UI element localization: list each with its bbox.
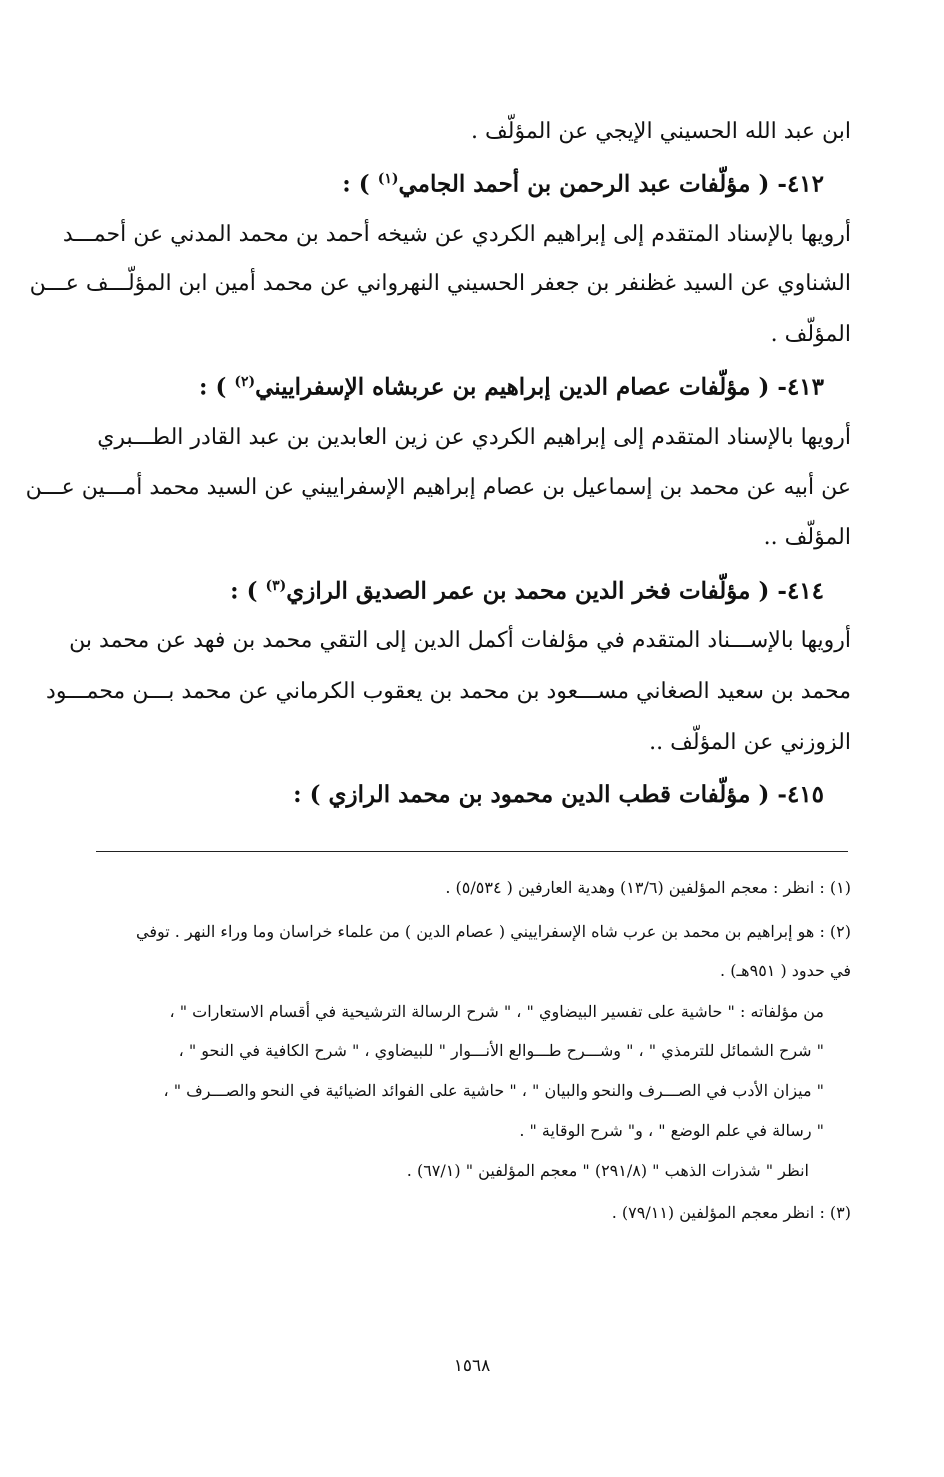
footnote-marker: (٣) [265,578,287,594]
footnote-1: (١) : انظر : معجم المؤلفين (١٣/٦) وهدية العارفين ( ٥/٥٣٤) . [445,878,851,897]
body-line: المؤلّف .. [763,525,851,550]
footnote-2-sources: انظر " شذرات الذهب " (٢٩١/٨) " معجم المؤلفين " (٦٧/١) . [406,1161,809,1180]
footnote-separator [96,851,848,852]
footnote-2-works: من مؤلفاته : " حاشية على تفسير البيضاوي " ، " شرح الرسالة الترشيحية في أقسام الاستعارات " ، [169,1002,824,1021]
body-line: أرويها بالإسناد المتقدم إلى إبراهيم الكردي عن شيخه أحمد بن محمد المدني عن أحمـــد [62,222,851,247]
body-line: محمد بن سعيد الصغاني مســـعود بن محمد بن يعقوب الكرماني عن محمد بـــن محمـــود [46,679,851,704]
heading-text: ٤١٤- ( مؤلّفات فخر الدين محمد بن عمر الصديق الرازي [286,577,824,605]
entry-heading-414 [230,579,824,603]
body-line: المؤلّف . [770,322,851,347]
body-line: الزوزني عن المؤلّف .. [649,730,851,755]
heading-suffix: ) : [198,373,227,401]
page-number: ١٥٦٨ [453,1356,491,1376]
entry-heading-415: ٤١٥- ( مؤلّفات قطب الدين محمود بن محمد الرازي ) : [293,781,824,808]
body-line: الشناوي عن السيد غظنفر بن جعفر الحسيني النهرواني عن محمد أمين ابن المؤلّـــف عـــن [29,271,851,296]
body-line: عن أبيه عن محمد بن إسماعيل بن عصام إبراهيم الإسفراييني عن السيد محمد أمـــين عـــن [25,475,851,500]
footnote-marker: (١) [377,171,399,187]
footnote-2-works: " رسالة في علم الوضع " ، و" شرح الوقاية " . [519,1121,824,1140]
footnote-3: (٣) : انظر معجم المؤلفين (٧٩/١١) . [611,1203,851,1222]
heading-text: ٤١٢- ( مؤلّفات عبد الرحمن بن أحمد الجامي [398,170,824,198]
footnote-2-cont: في حدود ( ٩٥١هـ) . [720,961,851,980]
heading-text: ٤١٣- ( مؤلّفات عصام الدين إبراهيم بن عربشاه الإسفراييني [255,373,824,401]
heading-suffix: ) : [342,170,370,198]
body-line: ابن عبد الله الحسيني الإيجي عن المؤلّف . [471,119,851,144]
footnote-marker: (٢) [234,374,256,390]
footnote-2-works: " ميزان الأدب في الصـــرف والنحو والبيان " ، " حاشية على الفوائد الضيائية في النحو والصـــرف " ، [163,1081,824,1100]
footnote-2: (٢) : هو إبراهيم بن محمد بن عرب شاه الإسفراييني ( عصام الدين ) من علماء خراسان وما وراء النهر . توفي [136,922,851,941]
body-line: أرويها بالإسناد المتقدم إلى إبراهيم الكردي عن زين العابدين بن عبد القادر الطـــبري [97,425,851,450]
body-line: أرويها بالإســـناد المتقدم في مؤلفات أكمل الدين إلى التقي محمد بن فهد عن محمد بن [69,628,851,653]
entry-heading-412 [342,172,824,196]
heading-suffix: ) : [230,577,258,605]
footnote-2-works: " شرح الشمائل للترمذي " ، " وشـــرح طـــوالع الأنـــوار " للبيضاوي ، " شرح الكافية في النحو " ، [178,1041,824,1060]
entry-heading-413 [199,375,824,399]
